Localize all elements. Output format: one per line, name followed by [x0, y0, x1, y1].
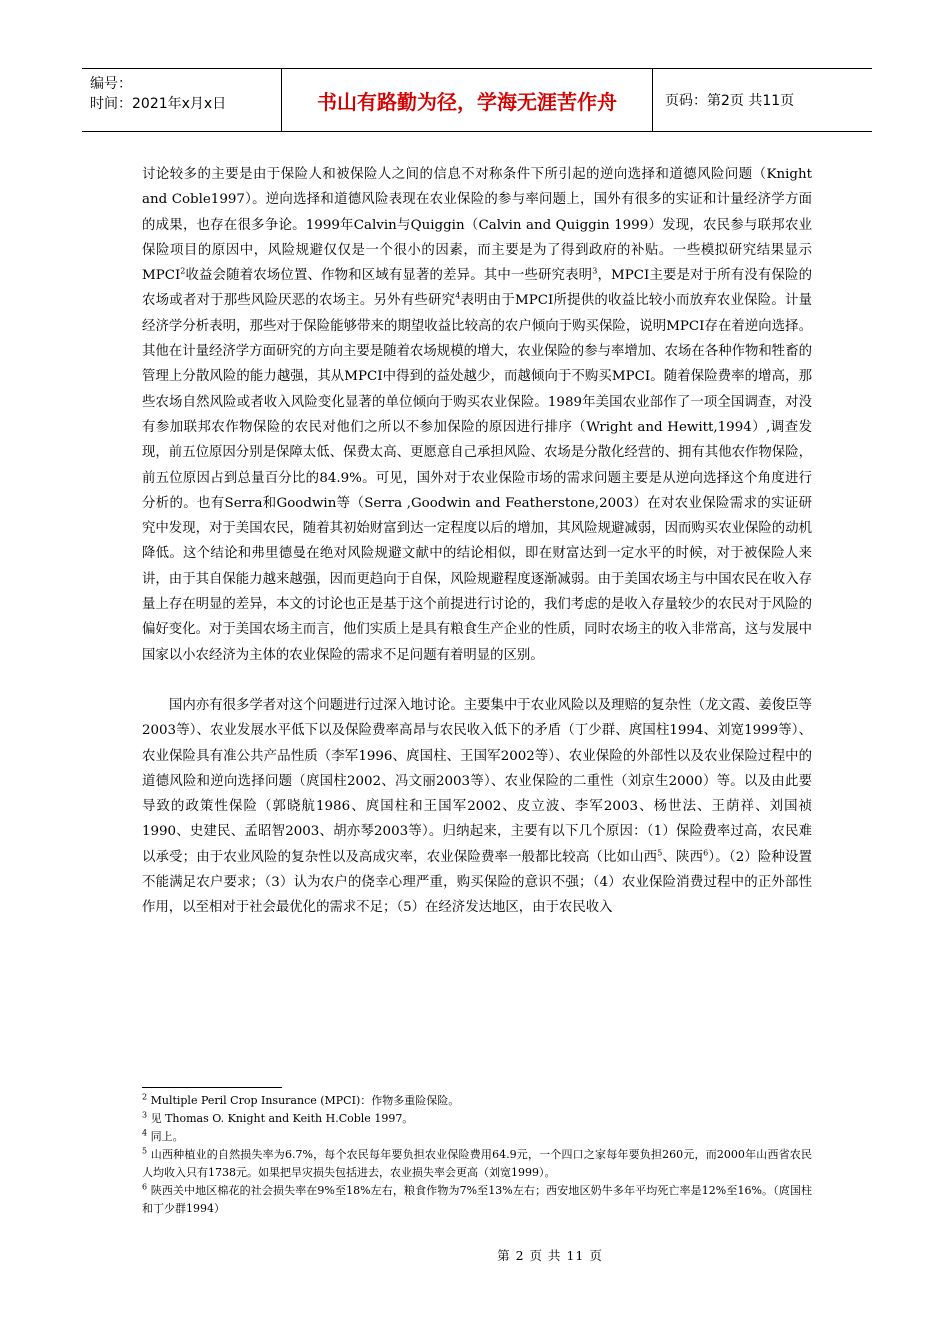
text-run: 、陕西: [662, 849, 704, 865]
number-label: 编号：: [90, 76, 132, 92]
header-meta: [82, 69, 282, 131]
footnote-number: 6: [142, 1182, 148, 1192]
motto-text: 书山有路勤为径，学海无涯苦作舟: [317, 89, 617, 114]
text-run: ，MPCI主要是对于所有没有保险的农场或者对于那些风险厌恶的农场主。另外有些研究: [142, 268, 812, 309]
footnote-item: [142, 1146, 812, 1182]
footnote-ref: 6: [703, 848, 709, 858]
footnotes: [142, 1092, 812, 1218]
time-label: 时间：2021年x月x日: [90, 96, 227, 112]
main-body: [142, 162, 812, 921]
footnote-text: 见 Thomas O. Knight and Keith H.Coble 1997。: [147, 1112, 414, 1125]
paragraph-1: [142, 162, 812, 668]
footnote-divider: [142, 1087, 282, 1088]
footnote-number: 3: [142, 1110, 148, 1120]
footnote-item: [142, 1092, 812, 1110]
footnote-ref: 3: [592, 266, 598, 276]
text-run: ）。（2）险种设置不能满足农户要求；（3）认为农户的侥幸心理严重，购买保险的意识不强；（4）农业保险消费过程中的正外部性作用，以至相对于社会最优化的需求不足；（5）在经济发达地区，由于农民收入: [142, 849, 813, 916]
footer-page-number: 第 2 页 共 11 页: [497, 1248, 603, 1263]
header-motto: [282, 69, 653, 131]
footnote-text: 同上。: [147, 1130, 184, 1143]
text-run: 国内亦有很多学者对这个问题进行过深入地讨论。主要集中于农业风险以及理赔的复杂性（龙文霞、姜俊臣等2003等）、农业发展水平低下以及保险费率高昂与农民收入低下的矛盾（丁少群、庹国柱1994、刘宽1999等）、农业保险具有准公共产品性质（李军1996、庹国柱、王国军2002等）、农业保险的外部性以及农业保险过程中的道德风险和逆向选择问题（庹国柱2002、冯文丽2003等）、农业保险的二重性（刘京生2000）等。以及由此要导致的政策性保险（郭晓航1986、庹国柱和王国军2002、皮立波、李军2003、杨世法、王荫祥、刘国祯1990、史建民、孟昭智2003、胡亦琴2003等）。归纳起来，主要有以下几个原因：（1）保险费率过高，农民难以承受；由于农业风险的复杂性以及高成灾率，农业保险费率一般都比较高（比如山西: [142, 697, 812, 865]
footnote-item: [142, 1110, 812, 1128]
text-run: 收益会随着农场位置、作物和区域有显著的差异。其中一些研究表明: [185, 268, 593, 284]
footnote-text: 陕西关中地区棉花的社会损失率在9%至18%左右，粮食作物为7%至13%左右；西安地区奶牛多年平均死亡率是12%至16%。（庹国柱和丁少群1994）: [142, 1184, 812, 1215]
footnote-text: 山西种植业的自然损失率为6.7%，每个农民每年要负担农业保险费用64.9元，一个四口之家每年要负担260元，而2000年山西省农民人均收入只有1738元。如果把旱灾损失包括进去，农业损失率会更高（刘宽1999）。: [142, 1148, 812, 1179]
page-footer: [0, 1246, 950, 1264]
footnote-ref: 5: [657, 848, 663, 858]
paragraph-2: [142, 693, 812, 921]
footnote-text: Multiple Peril Crop Insurance (MPCI)：作物多重险保险。: [147, 1094, 460, 1107]
text-run: 表明由于MPCI所提供的收益比较小而放弃农业保险。计量经济学分析表明，那些对于保险能够带来的期望收益比较高的农户倾向于购买保险，说明MPCI存在着逆向选择。其他在计量经济学方面研究的方向主要是随着农场规模的增大，农业保险的参与率增加、农场在各种作物和牲畜的管理上分散风险的能力越强，其从MPCI中得到的益处越少，而越倾向于不购买MPCI。随着保险费率的增高，那些农场自然风险或者收入风险变化显著的单位倾向于购买农业保险。1989年美国农业部作了一项全国调查，对没有参加联邦农作物保险的农民对他们之所以不参加保险的原因进行排序（Wright and Hewitt,1994）,调查发现，前五位原因分别是保障太低、保费太高、更愿意自己承担风险、农场是分散化经营的、拥有其他农作物保险，前五位原因占到总量百分比的84.9%。可见，国外对于农业保险市场的需求问题主要是从逆向选择这个角度进行分析的。也有Serra和Goodwin等（Serra ,Goodwin and Featherstone,2003）在对农业保险需求的实证研究中发现，对于美国农民，随着其初始财富到达一定程度以后的增加，其风险规避减弱，因而购买农业保险的动机降低。这个结论和弗里德曼在绝对风险规避文献中的结论相似，即在财富达到一定水平的时候，对于被保险人来讲，由于其自保能力越来越强，因而更趋向于自保，风险规避程度逐渐减弱。由于美国农场主与中国农民在收入存量上存在明显的差异，本文的讨论也正是基于这个前提进行讨论的，我们考虑的是收入存量较少的农民对于风险的偏好变化。对于美国农场主而言，他们实质上是具有粮食生产企业的性质，同时农场主的收入非常高，这与发展中国家以小农经济为主体的农业保险的需求不足问题有着明显的区别。: [142, 293, 813, 663]
footnote-number: 5: [142, 1146, 148, 1156]
footnote-ref: 2: [180, 266, 186, 276]
footnote-ref: 4: [455, 292, 461, 302]
footnote-item: [142, 1182, 812, 1218]
page-header: [82, 68, 872, 132]
text-run: 讨论较多的主要是由于保险人和被保险人之间的信息不对称条件下所引起的逆向选择和道德风险问题（Knight and Coble1997）。逆向选择和道德风险表现在农业保险的参与率问题上，国外有很多的实证和计量经济学方面的成果，也存在很多争论。1999年Calvin与Quiggin（Calvin and Quiggin 1999）发现，农民参与联邦农业保险项目的原因中，风险规避仅仅是一个很小的因素，而主要是为了得到政府的补贴。一些模拟研究结果显示MPCI: [142, 167, 812, 284]
header-page-info: [653, 69, 872, 131]
footnote-number: 4: [142, 1128, 148, 1138]
footnote-number: 2: [142, 1092, 148, 1102]
page-label: 页码：第2页 共11页: [665, 93, 795, 109]
footnote-item: [142, 1128, 812, 1146]
